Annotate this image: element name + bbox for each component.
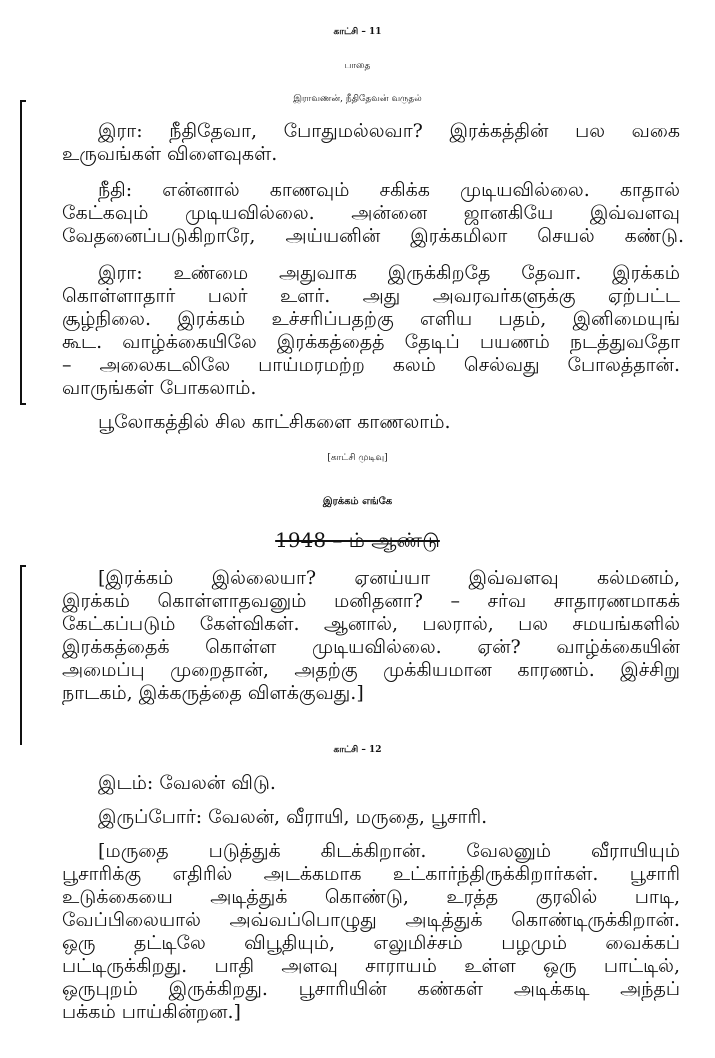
scene-12-place: இடம்: வேலன் விடு. — [98, 772, 276, 794]
dialogue-line: சூழ்நிலை. இரக்கம் உச்சரிப்பதற்கு எளிய பதம், இனிமையுங் — [62, 308, 680, 330]
margin-bracket-tick — [20, 403, 26, 405]
stage-direction-line: ஒரு தட்டிலே விபூதியும், எலுமிச்சம் பழமும் வைக்கப் — [62, 932, 680, 954]
play-year — [0, 528, 715, 557]
stage-direction-line: [மருதை படுத்துக் கிடக்கிறான். வேலனும் வீராயியும் — [98, 840, 680, 862]
dialogue-line: வேதனைப்படுகிறாரே, அய்யனின் இரக்கமிலா செயல் கண்டு. — [62, 225, 684, 247]
dialogue-line: உருவங்கள் விளைவுகள். — [62, 143, 278, 165]
intro-line: [இரக்கம் இல்லையா? ஏனய்யா இவ்வளவு கல்மனம், — [98, 567, 680, 589]
play-title: இரக்கம் எங்கே — [322, 496, 393, 507]
stage-direction-line: பக்கம் பாய்கின்றன.] — [62, 1001, 241, 1023]
stage-direction-line: வேப்பிலையால் அவ்வப்பொழுது அடித்துக் கொண்டிருக்கிறான். — [62, 909, 680, 931]
dialogue-line: இரா: உண்மை அதுவாக இருக்கிறதே தேவா. இரக்கம் — [98, 262, 680, 284]
dialogue-line: கேட்கவும் முடியவில்லை. அன்னை ஜானகியே இவ்வளவு — [62, 202, 680, 224]
dialogue-line: பூலோகத்தில் சில காட்சிகளை காணலாம். — [98, 411, 451, 433]
margin-bracket-mark — [20, 100, 22, 405]
intro-line: நாடகம், இக்கருத்தை விளக்குவது.] — [62, 682, 364, 704]
dialogue-line: நீதி: என்னால் காணவும் சகிக்க முடியவில்லை. காதால் — [98, 179, 680, 201]
intro-line: இரக்கம் கொள்ளாதவனும் மனிதனா? – சர்வ சாதாரணமாகக் — [62, 590, 680, 612]
stage-direction-line: பட்டிருக்கிறது. பாதி அளவு சாராயம் உள்ள ஒரு பாட்டில், — [62, 955, 680, 977]
stage-direction-line: பூசாரிக்கு எதிரில் அடக்கமாக உட்கார்ந்திருக்கிறார்கள். பூசாரி — [62, 863, 680, 885]
margin-bracket-tick — [20, 565, 26, 567]
scene-end-note: [காட்சி முடிவு] — [327, 453, 388, 463]
scene-12-characters: இருப்போர்: வேலன், வீராயி, மருதை, பூசாரி. — [98, 806, 488, 828]
stage-direction-line: உடுக்கையை அடித்துக் கொண்டு, உரத்த குரலில் பாடி, — [62, 886, 680, 908]
play-year-text: 1948 – ம் ஆண்டு — [275, 528, 440, 552]
dialogue-line: கூட. வாழ்க்கையிலே இரக்கத்தைத் தேடிப் பயணம் நடத்துவதோ — [62, 331, 680, 353]
dialogue-line: இரா: நீதிதேவா, போதுமல்லவா? இரக்கத்தின் பல வகை — [98, 120, 680, 142]
stage-direction-line: ஒருபுறம் இருக்கிறது. பூசாரியின் கண்கள் அடிக்கடி அந்தப் — [62, 978, 680, 1000]
scene-11-characters: இராவணன், நீதிதேவன் வருதல் — [293, 94, 422, 104]
dialogue-line: வாருங்கள் போகலாம். — [62, 377, 257, 399]
scene-12-heading: காட்சி – 12 — [333, 745, 382, 755]
dialogue-line: – அலைகடலிலே பாய்மரமற்ற கலம் செல்வது போலத்தான். — [62, 354, 680, 376]
dialogue-line: கொள்ளாதார் பலர் உளர். அது அவரவர்களுக்கு ஏற்பட்ட — [62, 285, 680, 307]
intro-line: அமைப்பு முறைதான், அதற்கு முக்கியமான காரணம். இச்சிறு — [62, 659, 680, 681]
margin-bracket-mark — [20, 565, 22, 745]
scene-11-heading: காட்சி – 11 — [333, 27, 382, 37]
intro-line: கேட்கப்படும் கேள்விகள். ஆனால், பலரால், பல சமயங்களில் — [62, 613, 680, 635]
scene-11-place: பாதை — [344, 61, 371, 71]
intro-line: இரக்கத்தைக் கொள்ள முடியவில்லை. ஏன்? வாழ்க்கையின் — [62, 636, 680, 658]
